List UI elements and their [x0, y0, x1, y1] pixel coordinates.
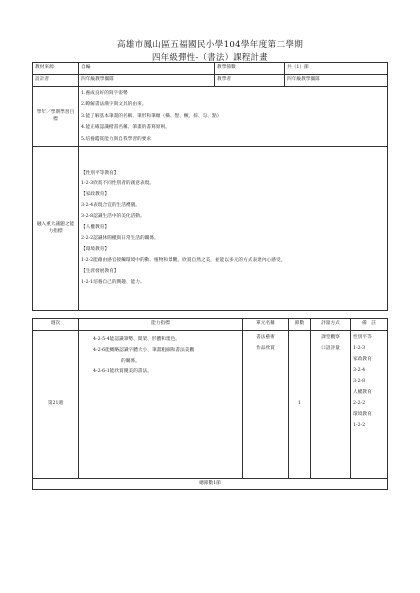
note-line: 環境教育 — [353, 412, 372, 417]
issue-line: 【人權教育】 — [81, 225, 110, 231]
unit-line: 作品欣賞 — [256, 346, 275, 351]
note-line: 人權教育 — [353, 390, 372, 395]
issues-row — [33, 147, 388, 311]
assessment-line: 口語評量 — [321, 346, 340, 351]
unit-line: 書法藝術 — [256, 335, 275, 340]
indicator-line: 4-2-6-1能欣賞優美的書法。 — [93, 369, 152, 375]
note-line: 1-2-2 — [353, 423, 366, 428]
issues-list — [79, 147, 388, 311]
assessment-line: 課堂觀察 — [321, 335, 340, 340]
info-label: 設計者 — [33, 75, 79, 87]
info-value: 自編 — [79, 63, 215, 75]
document-title: 高雄市鳳山區五福國民小學104學年度第二學期 — [116, 40, 304, 50]
schedule-week-row — [33, 331, 388, 479]
course-info-table — [32, 62, 388, 311]
header-week: 週次 — [33, 319, 79, 331]
info-row — [33, 63, 388, 75]
note-line: 性別平等 — [353, 335, 372, 340]
note-line: 3-2-4 — [353, 368, 366, 373]
indicator-line: 4-2-6能概略認識字體大小、筆畫粗細和書法美觀 — [93, 347, 195, 353]
periods-cell: 1 — [289, 331, 311, 479]
objective-item: 1.養成良好的寫字姿勢 — [81, 91, 128, 97]
issue-line: 【環境教育】 — [81, 246, 110, 252]
objective-item: 2.瞭解書法漢字與文具的由來。 — [81, 102, 147, 108]
total-periods: 總節數1節 — [33, 479, 388, 490]
header-notes: 備 註 — [351, 319, 388, 331]
issue-line: 1-2-2能藉由感官接觸環境中的動、植物和景觀，欣賞自然之美，並能以多元的方式表達內心感受。 — [81, 257, 286, 263]
header-periods: 節數 — [289, 319, 311, 331]
info-label: 教學節數 — [215, 63, 285, 75]
header-indicators: 能力指標 — [79, 319, 243, 331]
total-row — [33, 479, 388, 490]
issue-line: 【家政教育】 — [81, 192, 110, 198]
info-value: 四年級教學團隊 — [285, 75, 388, 87]
issue-line: 3-2-8認識生活中的美化活動。 — [81, 214, 145, 220]
info-value: 共（1）節 — [285, 63, 388, 75]
objectives-row — [33, 87, 388, 147]
schedule-table — [32, 318, 388, 490]
issues-label: 融入重大議題之能力指標 — [33, 147, 79, 311]
info-label: 教學者 — [215, 75, 285, 87]
objective-item: 3.能了解基本筆畫的名稱、筆形和筆順（橫、豎、橛、捺、勾、點） — [81, 113, 222, 119]
notes-cell — [351, 331, 388, 479]
indicator-line: 4-2-5-4能認識筆勢、間架、形體和墨色。 — [93, 337, 180, 342]
issue-line: 3-2-4表現合宜的生活禮儀。 — [81, 203, 140, 209]
unit-cell — [243, 331, 289, 479]
note-line: 3-2-8 — [353, 379, 366, 384]
indicators-cell — [79, 331, 243, 479]
info-value: 四年級教學團隊 — [79, 75, 215, 87]
info-label: 教材來源 — [33, 63, 79, 75]
indicator-line: 的關係。 — [121, 358, 140, 364]
header-unit: 單元名稱 — [243, 319, 289, 331]
week-number: 第21週 — [33, 331, 79, 479]
issue-line: 1-2-3欣賞不同性別者的創意表現。 — [81, 181, 155, 187]
issue-line: 【性別平等教育】 — [81, 170, 119, 176]
document-subtitle: 四年級彈性-（書法）課程計畫 — [152, 52, 268, 62]
note-line: 2-2-2 — [353, 401, 366, 406]
schedule-header-row — [33, 319, 388, 331]
objectives-list — [79, 87, 388, 147]
objective-item: 4.能正確認識楷書名稱、筆畫的書寫原則。 — [81, 125, 170, 131]
note-line: 1-2-3 — [353, 346, 366, 351]
issue-line: 2-2-2認識休閒權與日常生活的關係。 — [81, 235, 159, 241]
assessment-cell — [311, 331, 351, 479]
note-line: 家政教育 — [353, 357, 372, 362]
objective-item: 5.培養鑑賞能力與自我學習的要求 — [81, 136, 152, 142]
objectives-label: 學年／學期學習目標 — [33, 87, 79, 147]
issue-line: 【生涯發展教育】 — [81, 268, 119, 274]
issue-line: 1-2-1培養自己的興趣、能力。 — [81, 279, 145, 285]
info-row — [33, 75, 388, 87]
header-assessment: 評量方式 — [311, 319, 351, 331]
